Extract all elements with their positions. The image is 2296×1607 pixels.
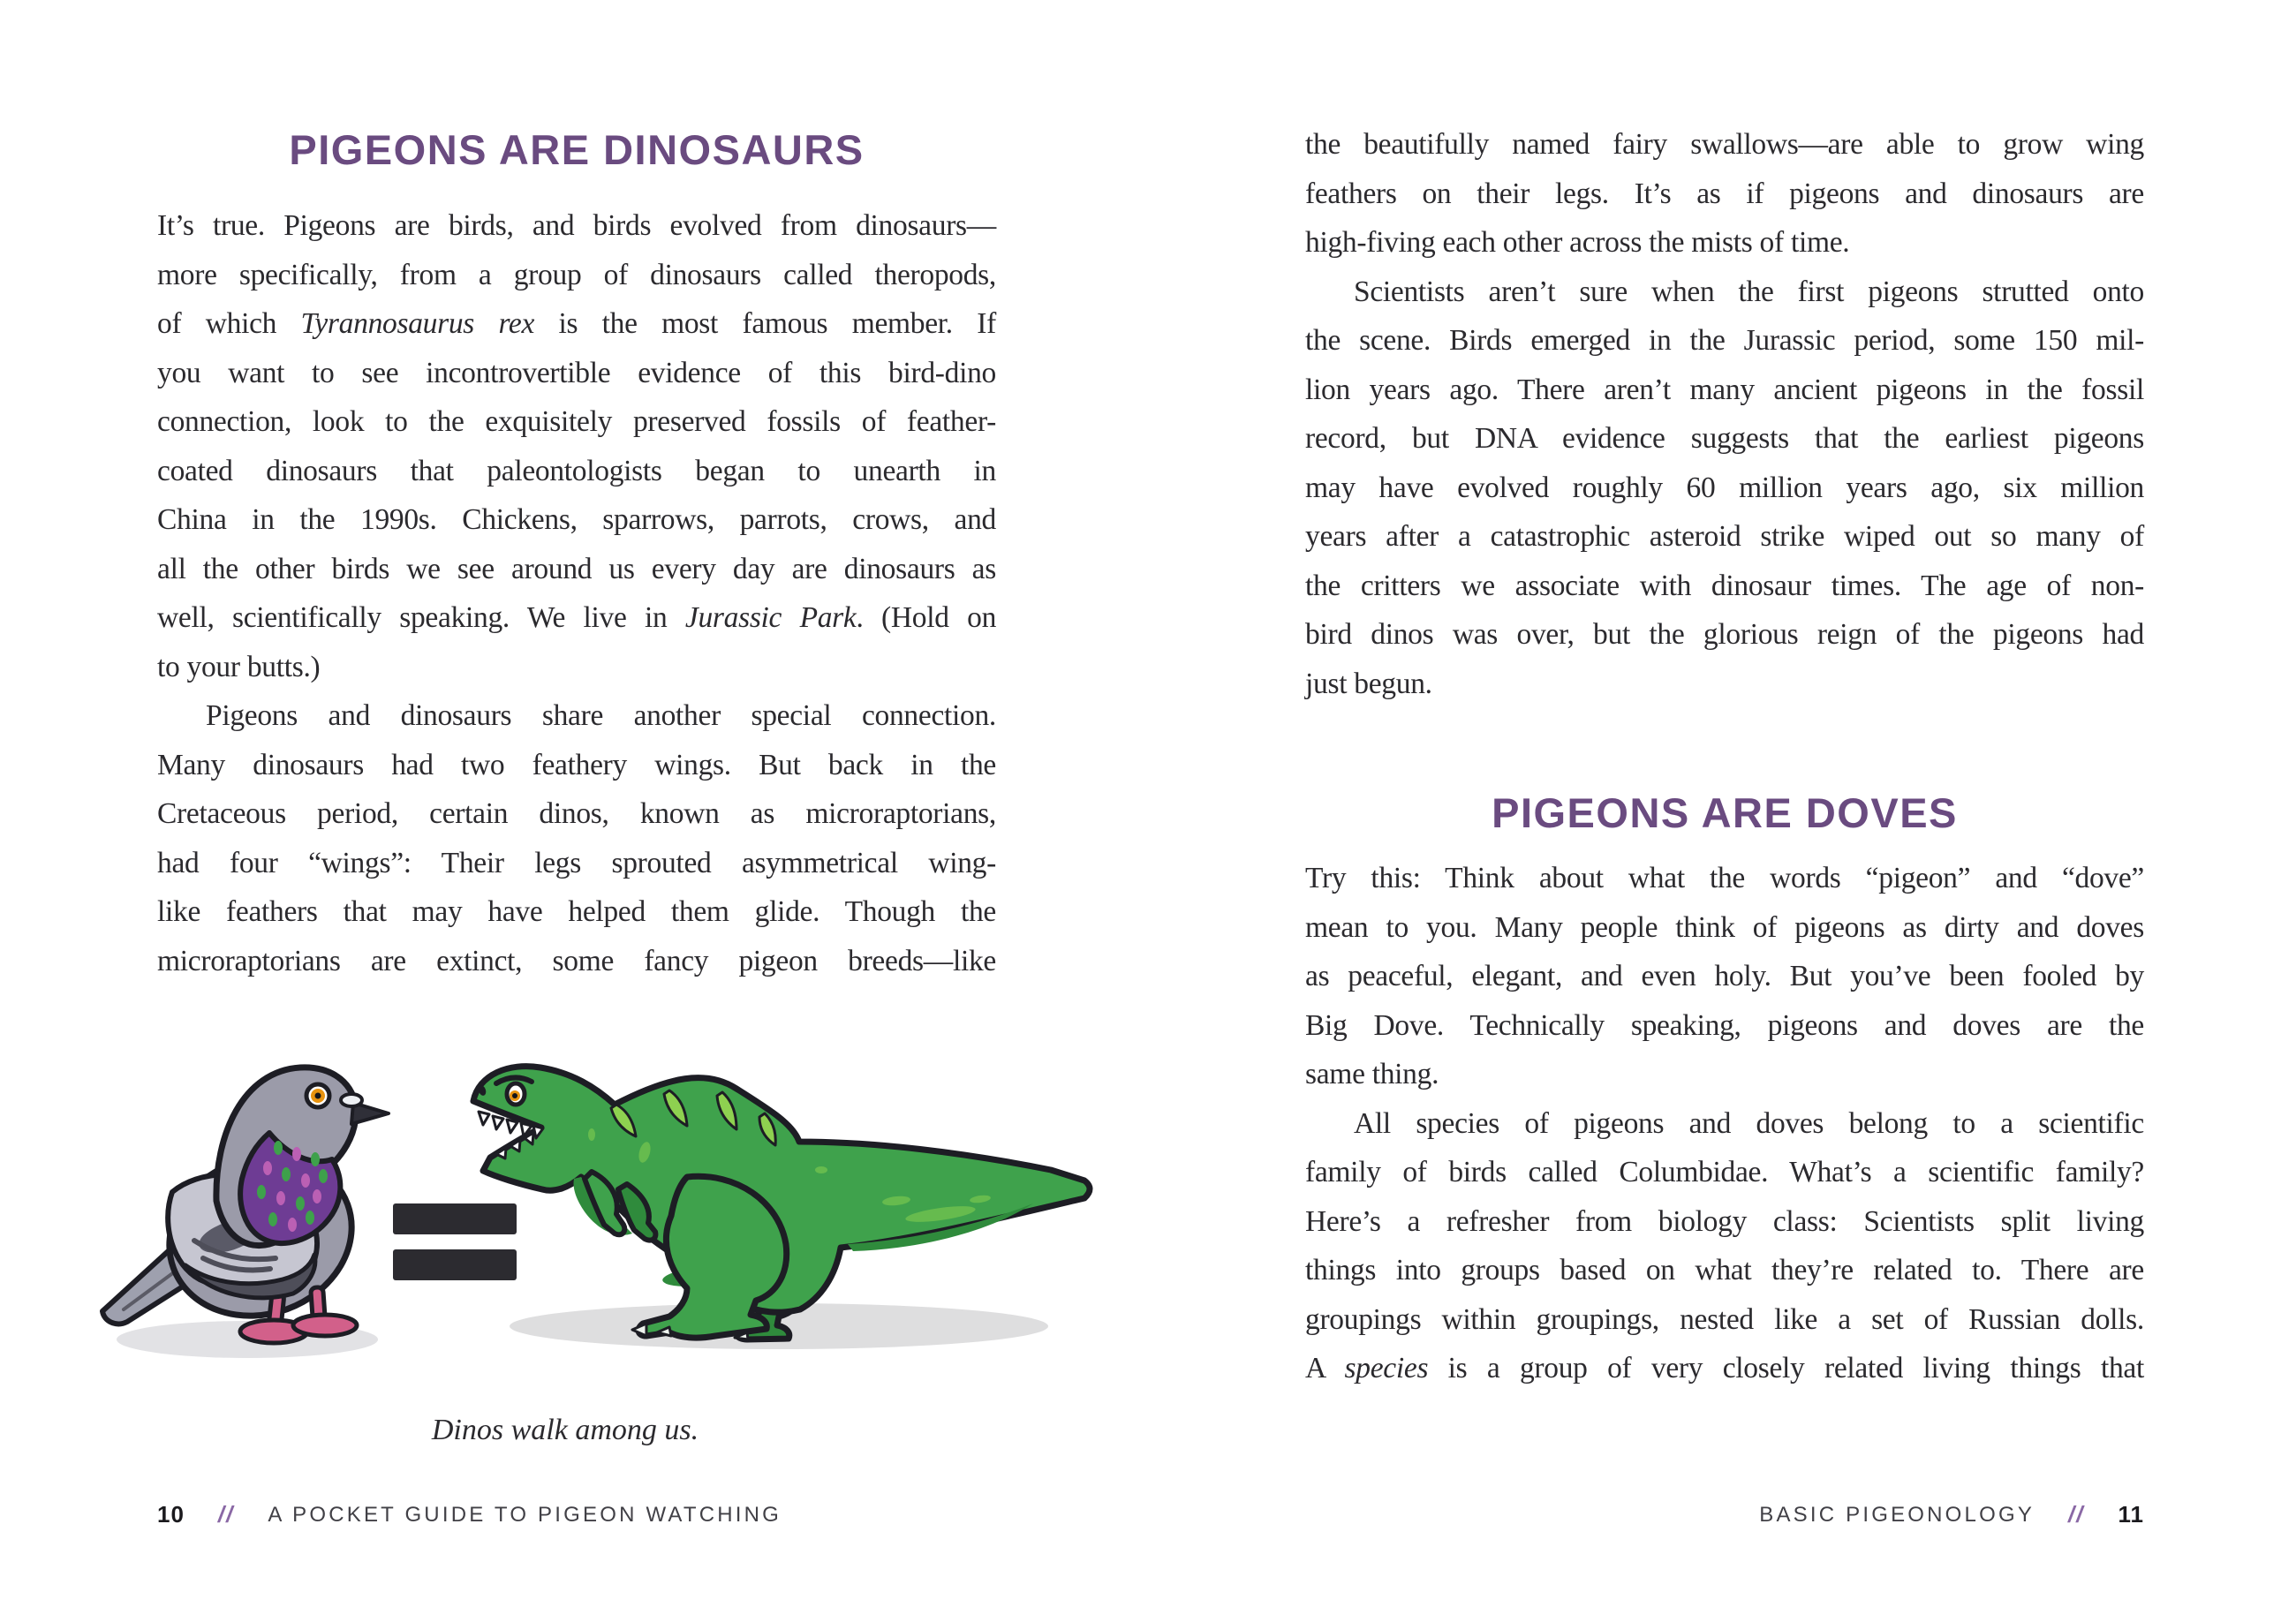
body-text-line: things into groups based on what they’re related to. There are: [1305, 1254, 2144, 1286]
body-text-line: record, but DNA evidence suggests that the earliest pigeons: [1305, 422, 2144, 455]
body-text-line: the scene. Birds emerged in the Jurassic period, some 150 mil-: [1305, 324, 2144, 357]
right-page-heading: PIGEONS ARE DOVES: [1492, 789, 1958, 836]
body-text-line: Try this: Think about what the words “pigeon” and “dove”: [1305, 862, 2144, 894]
body-text-line: mean to you. Many people think of pigeons as dirty and doves: [1305, 910, 2144, 944]
body-text-line: well, scientifically speaking. We live in Jurassic Park. (Hold on: [157, 601, 997, 634]
left-page-heading: PIGEONS ARE DINOSAURS: [289, 126, 865, 173]
pigeon-illustration: [102, 1068, 389, 1343]
right-page-footer: [1305, 1501, 2144, 1528]
body-text-line: coated dinosaurs that paleontologists began to unearth in: [157, 454, 996, 487]
body-text-line: high-fiving each other across the mists of time.: [1305, 226, 1850, 259]
body-text-line: of which Tyrannosaurus rex is the most famous member. If: [157, 307, 997, 340]
body-text-line: same thing.: [1305, 1058, 1439, 1090]
page-number: 11: [2118, 1501, 2144, 1528]
body-text-line: microraptorians are extinct, some fancy pigeon breeds—like: [157, 944, 996, 977]
pigeon-equals-trex-illustration: [97, 1029, 1122, 1408]
equals-sign: [393, 1203, 517, 1280]
body-text-line: All species of pigeons and doves belong to a scientific: [1354, 1106, 2144, 1140]
body-text-line: feathers on their legs. It’s as if pigeons and dinosaurs are: [1305, 177, 2144, 210]
right-page-body-top: [1305, 120, 2144, 708]
body-text-line: more specifically, from a group of dinosaurs called theropods,: [157, 258, 996, 291]
left-page-body: [157, 201, 996, 985]
running-footer-title: A POCKET GUIDE TO PIGEON WATCHING: [268, 1502, 782, 1527]
body-text-line: family of birds called Columbidae. What’s a scientific family?: [1305, 1156, 2144, 1188]
body-text-line: Many dinosaurs had two feathery wings. But back in the: [157, 748, 996, 781]
footer-separator: //: [217, 1501, 235, 1528]
left-page-footer: [157, 1501, 782, 1528]
body-text-line: Scientists aren’t sure when the first pigeons strutted onto: [1354, 275, 2144, 308]
body-text-line: the beautifully named fairy swallows—are able to grow wing: [1305, 128, 2144, 161]
body-text-line: lion years ago. There aren’t many ancient pigeons in the fossil: [1305, 373, 2144, 406]
body-text-line: Cretaceous period, certain dinos, known as microraptorians,: [157, 797, 996, 830]
body-text-line: Big Dove. Technically speaking, pigeons and doves are the: [1305, 1008, 2144, 1042]
body-text-line: It’s true. Pigeons are birds, and birds evolved from dinosaurs—: [157, 209, 996, 242]
body-text-line: you want to see incontrovertible evidence of this bird-dino: [157, 356, 996, 389]
body-text-line: to your butts.): [157, 650, 321, 683]
body-text-line: groupings within groupings, nested like a set of Russian dolls.: [1305, 1302, 2144, 1336]
pigeon-cere: [341, 1094, 362, 1106]
trex-illustration: [473, 1067, 1090, 1339]
illustration-caption: Dinos walk among us.: [431, 1414, 699, 1446]
body-text-line: A species is a group of very closely related living things that: [1305, 1352, 2144, 1384]
running-footer-title: BASIC PIGEONOLOGY: [1759, 1502, 2035, 1527]
footer-separator: //: [2068, 1501, 2085, 1528]
body-text-line: just begun.: [1305, 667, 1432, 700]
body-text-line: China in the 1990s. Chickens, sparrows, parrots, crows, and: [157, 503, 996, 536]
body-text-line: like feathers that may have helped them glide. Though the: [157, 895, 996, 928]
body-text-line: may have evolved roughly 60 million years ago, six million: [1305, 471, 2144, 504]
body-text-line: years after a catastrophic asteroid strike wiped out so many of: [1305, 520, 2144, 553]
right-page-body-bottom: [1305, 854, 2144, 1393]
body-text-line: connection, look to the exquisitely preserved fossils of feather-: [157, 405, 996, 438]
body-text-line: had four “wings”: Their legs sprouted asymmetrical wing-: [157, 846, 996, 879]
body-text-line: the critters we associate with dinosaur times. The age of non-: [1305, 569, 2144, 602]
page-number: 10: [157, 1501, 185, 1528]
body-text-line: Here’s a refresher from biology class: Scientists split living: [1305, 1204, 2144, 1238]
body-text-line: all the other birds we see around us every day are dinosaurs as: [157, 552, 996, 585]
body-text-line: Pigeons and dinosaurs share another special connection.: [206, 699, 996, 732]
body-text-line: bird dinos was over, but the glorious reign of the pigeons had: [1305, 618, 2144, 651]
body-text-line: as peaceful, elegant, and even holy. But you’ve been fooled by: [1305, 960, 2144, 992]
